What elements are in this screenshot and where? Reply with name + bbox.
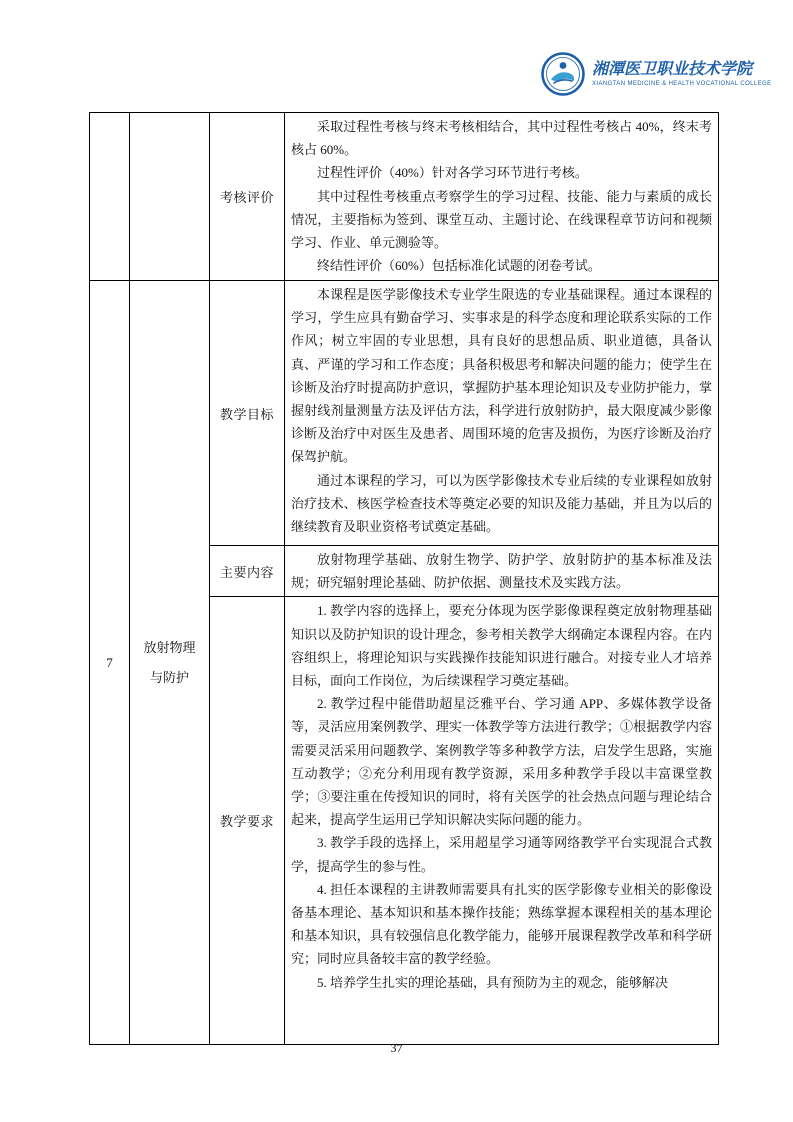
course-name-cell-empty xyxy=(130,113,210,281)
row-index-cell-empty xyxy=(90,113,130,281)
section-label-assessment: 考核评价 xyxy=(210,113,285,281)
paragraph: 其中过程性考核重点考察学生的学习过程、技能、能力与素质的成长情况，主要指标为签到、课堂互动、主题讨论、在线课程章节访问和视频学习、作业、单元测验等。 xyxy=(291,188,712,251)
assessment-content-cell xyxy=(285,113,719,281)
paragraph: 1. 教学内容的选择上，要充分体现为医学影像课程奠定放射物理基础知识以及防护知识的设计理念，参考相关教学大纲确定本课程内容。在内容组织上，将理论知识与实践操作技能知识进行融合。对接专业人才培养目标，面向工作岗位，为后续课程学习奠定基础。 xyxy=(291,603,712,689)
syllabus-table xyxy=(89,112,719,1045)
paragraph: 放射物理学基础、放射生物学、防护学、放射防护的基本标准及法规；研究辐射理论基础、防护依据、测量技术及实践方法。 xyxy=(291,552,712,591)
main-content-cell xyxy=(285,546,719,597)
school-emblem-icon xyxy=(541,52,585,96)
paragraph: 3. 教学手段的选择上，采用超星学习通等网络教学平台实现混合式教学，提高学生的参与性。 xyxy=(291,835,712,874)
paragraph: 4. 担任本课程的主讲教师需要具有扎实的医学影像专业相关的影像设备基本理论、基本知识和基本操作技能；熟练掌握本课程相关的基本理论和基本知识，具有较强信息化教学能力，能够开展课程教学改革和科学研究；同时应具备较丰富的教学经验。 xyxy=(291,881,712,967)
requirements-content-cell xyxy=(285,597,719,1045)
table-row xyxy=(90,113,719,281)
paragraph: 5. 培养学生扎实的理论基础，具有预防为主的观念，能够解决 xyxy=(317,974,669,990)
row-index-cell: 7 xyxy=(90,281,130,1045)
school-logo-text xyxy=(592,60,771,88)
paragraph: 本课程是医学影像技术专业学生限选的专业基础课程。通过本课程的学习，学生应具有勤奋学习、实事求是的科学态度和理论联系实际的工作作风；树立牢固的专业思想，具有良好的思想品质、职业道德，具备认真、严谨的学习和工作态度；具备积极思考和解决问题的能力；使学生在诊断及治疗时提高防护意识，掌握防护基本理论知识及专业防护能力，掌握射线剂量测量方法及评估方法，科学进行放射防护，最大限度减少影像诊断及治疗中对医生及患者、周围环境的危害及损伤，为医疗诊断及治疗保驾护航。 xyxy=(291,287,712,465)
course-name-cell xyxy=(130,281,210,1045)
goals-content-cell xyxy=(285,281,719,546)
paragraph: 2. 教学过程中能借助超星泛雅平台、学习通 APP、多媒体教学设备等，灵活应用案例教学、理实一体教学等方法进行教学；①根据教学内容需要灵活采用问题教学、案例教学等多种教学方法，启发学生思路，实施互动教学；②充分利用现有教学资源，采用多种教学手段以丰富课堂教学；③要注重在传授知识的同时，将有关医学的社会热点问题与理论结合起来，提高学生运用已学知识解决实际问题的能力。 xyxy=(291,696,712,828)
table-row xyxy=(90,281,719,546)
school-logo xyxy=(541,52,771,96)
paragraph: 采取过程性考核与终末考核相结合，其中过程性考核占 40%，终末考核占 60%。 xyxy=(291,119,712,158)
course-name-line: 与防护 xyxy=(149,669,189,685)
paragraph: 过程性评价（40%）针对各学习环节进行考核。 xyxy=(317,165,588,181)
paragraph: 通过本课程的学习，可以为医学影像技术专业后续的专业课程如放射治疗技术、核医学检查技术等奠定必要的知识及能力基础，并且为以后的继续教育及职业资格考试奠定基础。 xyxy=(291,472,712,535)
course-name-line: 放射物理 xyxy=(143,639,196,655)
section-label-requirements: 教学要求 xyxy=(210,597,285,1045)
school-name-cn: 湘潭医卫职业技术学院 xyxy=(592,61,753,78)
page-number: 37 xyxy=(390,1041,403,1055)
section-label-goals: 教学目标 xyxy=(210,281,285,546)
paragraph: 终结性评价（60%）包括标准化试题的闭卷考试。 xyxy=(317,258,601,274)
school-name-en: XIANGTAN MEDICINE & HEALTH VOCATIONAL COLLEGE xyxy=(592,81,772,87)
section-label-main-content: 主要内容 xyxy=(210,546,285,597)
